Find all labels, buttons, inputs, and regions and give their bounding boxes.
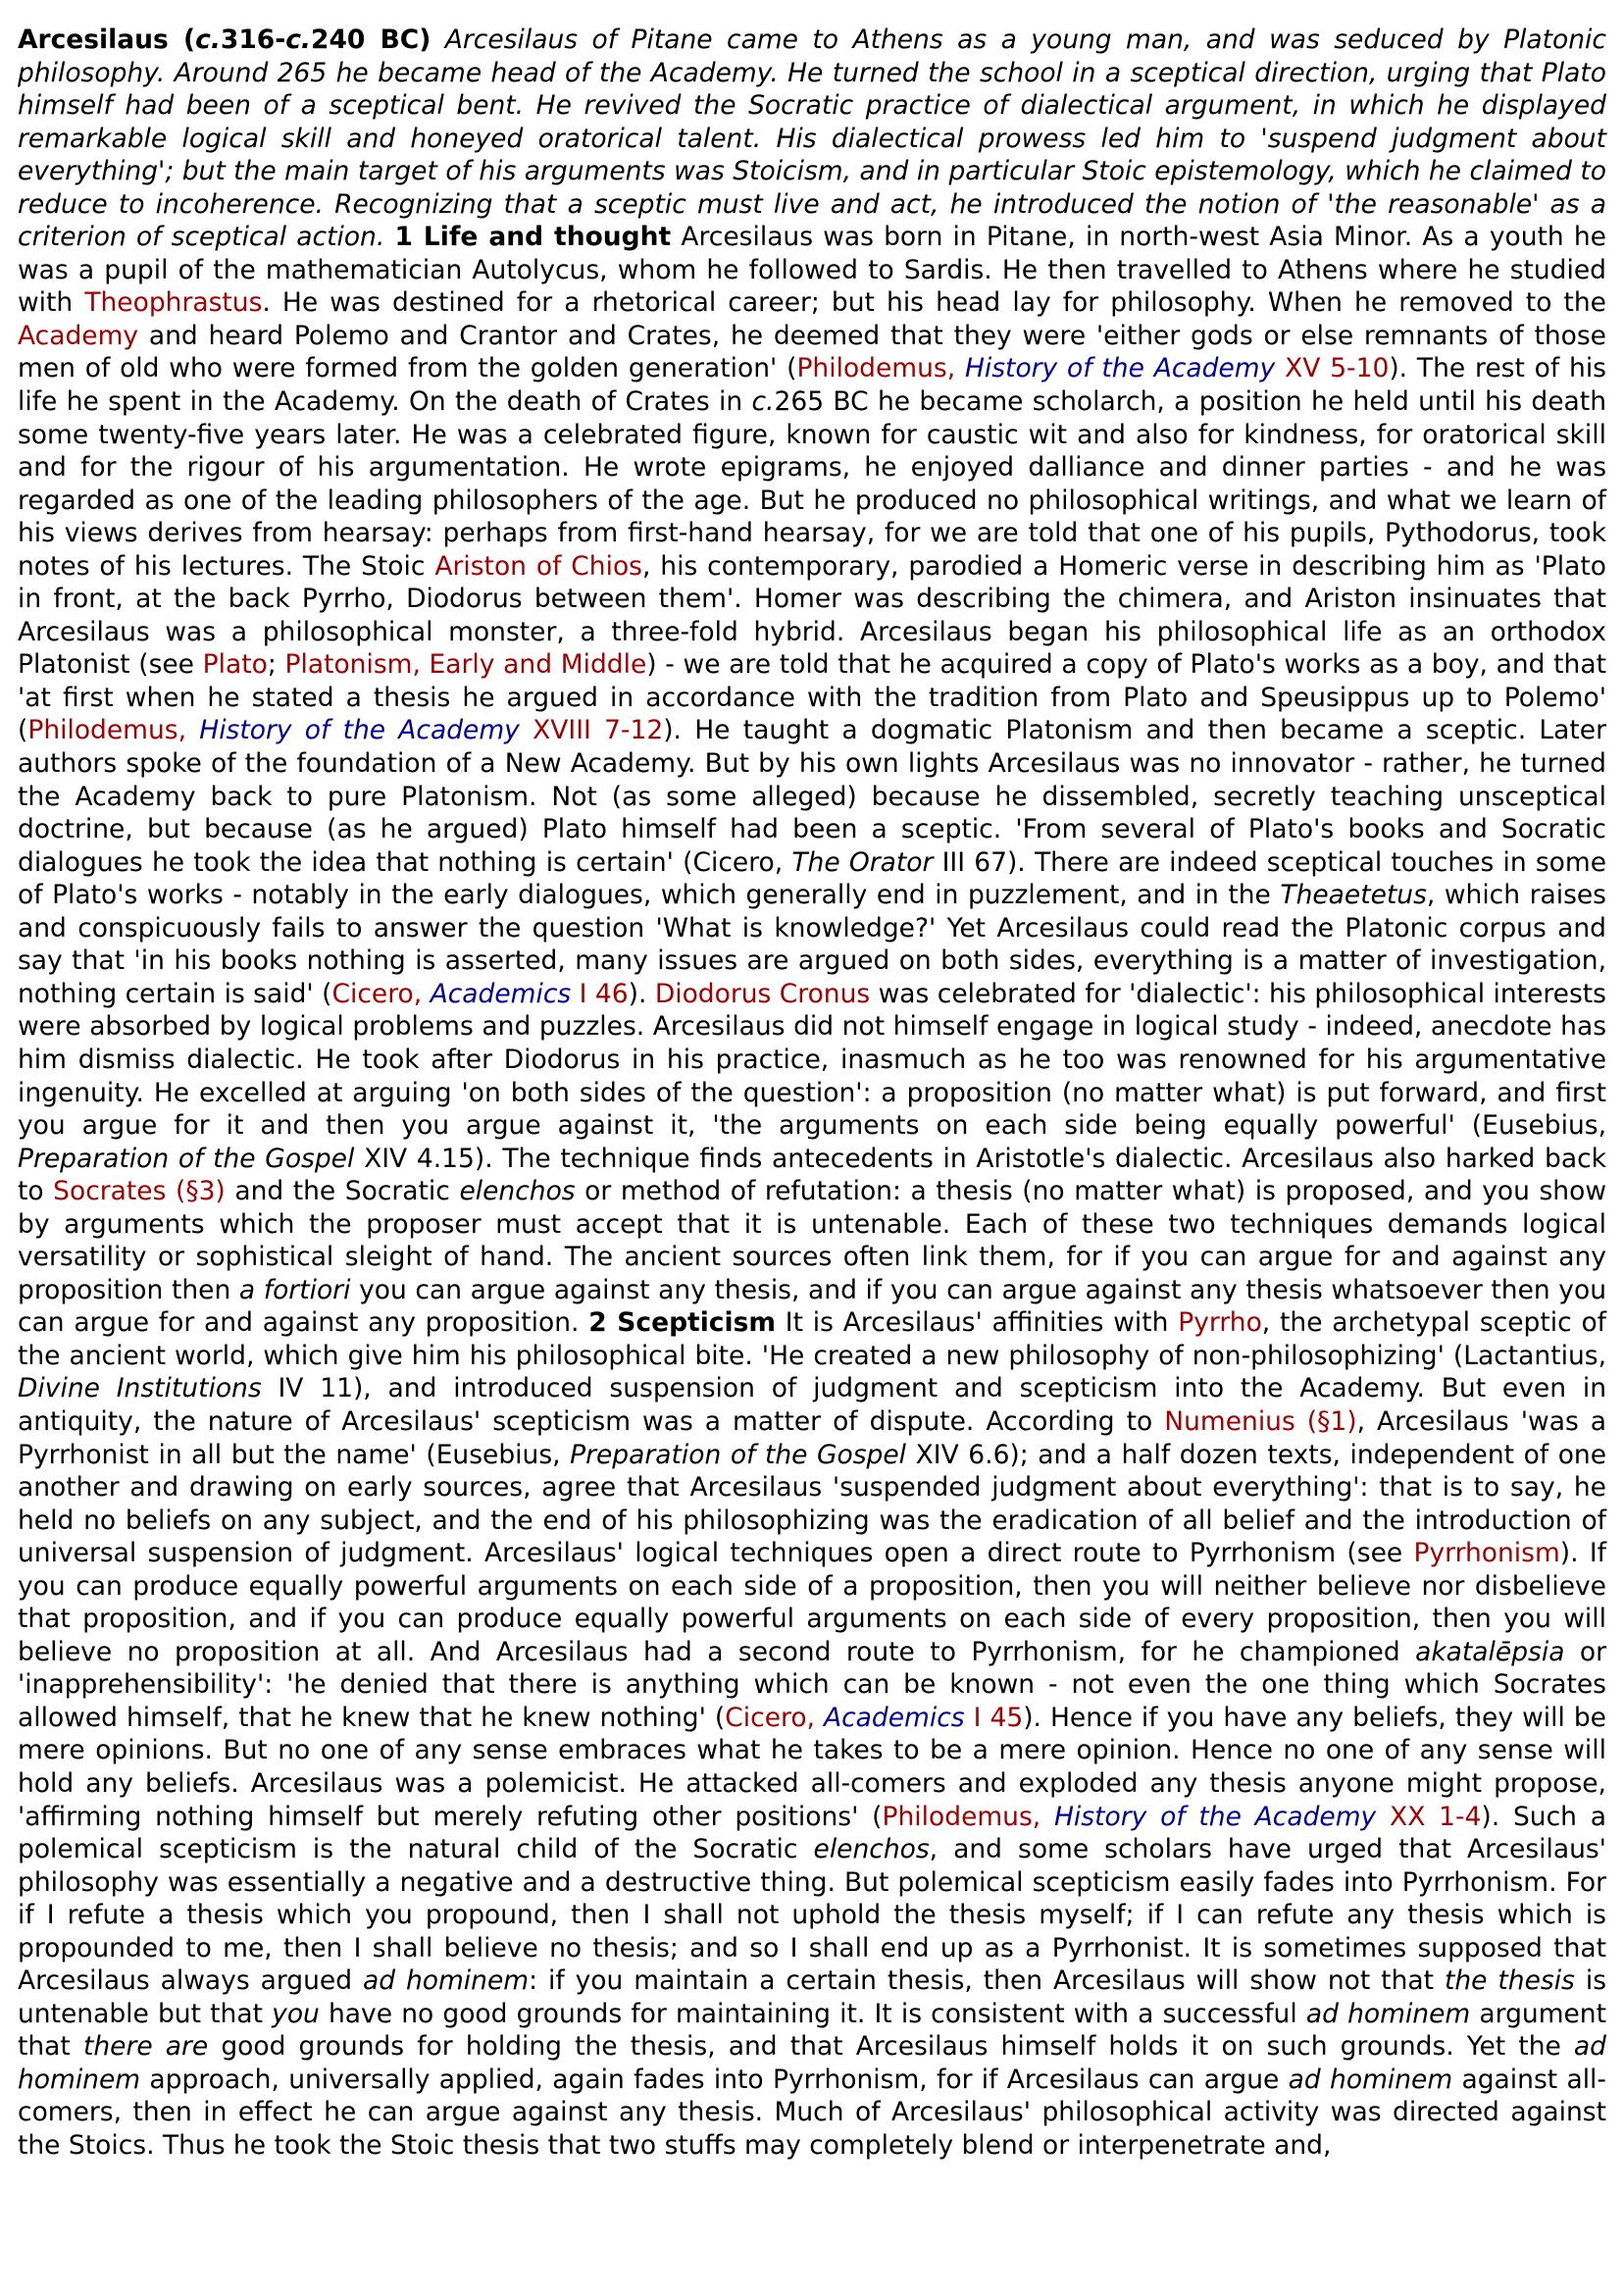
link-label: Cicero, [725, 1702, 824, 1733]
text-run: 265 BC he became scholarch, a position he held until his death some twenty-five years later. He was a celebrated figure, known for caustic wit and also for kindness, for oratorical skill and for the rigour of his argumentation. He wrote epigrams, he enjoyed dalliance and dinner parties - and he was regarded as one of the leading philosophers of the age. But he produced no philosophical writings, and what we learn of his views derives from hearsay: perhaps from first-hand hearsay, for we are told that one of his pupils, Pythodorus, took notes of his lectures. The Stoic [18, 386, 1606, 582]
cross-reference-link[interactable] [331, 979, 628, 1009]
text-run: III 67). There are indeed sceptical touches in some of Plato's works - notably in the early dialogues, which generally end in puzzlement, and in the [18, 846, 1606, 911]
italic-run: akatalēpsia [1415, 1636, 1565, 1667]
text-run: and the Socratic [225, 1176, 460, 1207]
cross-reference-link[interactable] [203, 649, 268, 680]
text-run: : if you maintain a certain thesis, then Arcesilaus will show not that [529, 1965, 1445, 1997]
cross-reference-link[interactable] [284, 649, 646, 680]
italic-run: a fortiori [238, 1274, 351, 1305]
link-label: Socrates (§3) [53, 1176, 226, 1207]
italic-run: the thesis [1444, 1965, 1575, 1997]
link-label: Cicero, [331, 978, 431, 1009]
italic-run: there are [82, 2031, 209, 2063]
text-run: It is Arcesilaus' affinities with [775, 1307, 1179, 1339]
italic-run: Theaetetus [1280, 880, 1427, 911]
link-locus: XVIII 7-12 [519, 715, 664, 746]
text-run: ). Such a polemical scepticism is the natural child of the Socratic [18, 1801, 1606, 1865]
link-locus: I 45 [964, 1702, 1024, 1733]
text-run: , and some scholars have urged that Arcesilaus' philosophy was essentially a negative and a destructive thing. But polemical scepticism easily fades into Pyrrhonism. For if I refute a thesis which you propound, then I shall not uphold the thesis myself; if I can refute any thesis which is propounded to me, then I shall believe no thesis; and so I shall end up as a Pyrrhonist. It is sometimes supposed that Arcesilaus always argued [18, 1834, 1606, 1997]
link-locus: XX 1-4 [1376, 1801, 1482, 1832]
entry-text-flow [18, 222, 1606, 2161]
text-run: approach, universally applied, again fades into Pyrrhonism, for if Arcesilaus can argue [140, 2064, 1289, 2095]
link-label: Ariston of Chios [434, 550, 642, 582]
link-locus: I 46 [571, 978, 629, 1009]
text-run: , the archetypal sceptic of the ancient world, which give him his philosophical bite. 'He created a new philosophy of non-philosophizing' (Lactantius, [18, 1307, 1606, 1371]
cross-reference-link[interactable] [434, 551, 642, 582]
entry-headword [18, 25, 431, 55]
dates-circa-1: c. [195, 25, 221, 55]
text-run: Arcesilaus was born in Pitane, in north-west Asia Minor. As a youth he was a pupil of the mathematician Autolycus, whom he followed to Sardis. He then travelled to Athens where he studied with [18, 222, 1606, 319]
link-locus: XV 5-10 [1275, 353, 1390, 384]
cross-reference-link[interactable] [796, 353, 1389, 383]
section-heading-2 [588, 1307, 776, 1338]
cross-reference-link[interactable] [1178, 1307, 1262, 1338]
dates-end: 240 BC) [311, 25, 431, 55]
text-run: or 'inapprehensibility': 'he denied that there is anything which can be known - not even the one thing which Socrates allowed himself, that he knew that he knew nothing' ( [18, 1636, 1606, 1733]
link-work-title: History of the Academy [964, 353, 1276, 384]
section-number: 1 [394, 222, 413, 253]
italic-run: ad hominem [1288, 2064, 1453, 2095]
link-label: Academy [18, 320, 139, 351]
italic-run: elenchos [813, 1834, 930, 1865]
link-work-title: History of the Academy [199, 715, 520, 746]
cross-reference-link[interactable] [53, 1176, 226, 1206]
text-run: ). Hence if you have any beliefs, they will be mere opinions. But no one of any sense embraces what he takes to be a mere opinion. Hence no one of any sense will hold any beliefs. Arcesilaus was a polemicist. He attacked all-comers and exploded any thesis anyone might propose, 'affirming nothing himself but merely refuting other positions' ( [18, 1702, 1606, 1832]
link-label: Philodemus, [27, 715, 200, 746]
section-number: 2 [588, 1307, 607, 1339]
encyclopedia-entry [18, 24, 1606, 2163]
text-run: . He was destined for a rhetorical career; but his head lay for philosophy. When he removed to the [262, 287, 1606, 319]
cross-reference-link[interactable] [1164, 1406, 1356, 1437]
entry-abstract: Arcesilaus of Pitane came to Athens as a young man, and was seduced by Platonic philosophy. Around 265 he became head of the Academy. He turned the school in a sceptical direction, urging that Plato himself had been of a sceptical bent. He revived the Socratic practice of dialectical argument, in which he displayed remarkable logical skill and honeyed oratorical talent. His dialectical prowess led him to 'suspend judgment about everything'; but the main target of his arguments was Stoicism, and in particular Stoic epistemology, which he claimed to reduce to incoherence. Recognizing that a sceptic must live and act, he introduced the notion of 'the reasonable' as a criterion of sceptical action. [18, 25, 1606, 253]
italic-run: elenchos [459, 1176, 576, 1207]
entry-body [18, 24, 1606, 2163]
text-run: ). He taught a dogmatic Platonism and then became a sceptic. Later authors spoke of the foundation of a New Academy. But by his own lights Arcesilaus was no innovator - rather, he turned the Academy back to pure Platonism. Not (as some alleged) because he dissembled, secretly teaching unsceptical doctrine, but because (as he argued) Plato himself had been a sceptic. 'From several of Plato's books and Socratic dialogues he took the idea that nothing is certain' (Cicero, [18, 715, 1606, 878]
italic-run: ad hominem [362, 1965, 530, 1997]
italic-run: Preparation of the Gospel [18, 1143, 355, 1174]
text-run: or method of refutation: a thesis (no matter what) is proposed, and you show by arguments which the proposer must accept that it is untenable. Each of these two techniques demands logical versatility or sophistical sleight of hand. The ancient sources often link them, for if you can argue for and against any proposition then [18, 1176, 1606, 1305]
section-title: Life and thought [423, 222, 672, 253]
link-work-title: Academics [430, 978, 572, 1009]
dates-circa-2: c. [285, 25, 311, 55]
text-run: XIV 4.15). The technique finds antecedents in Aristotle's dialectic. Arcesilaus also harked back to [18, 1143, 1606, 1207]
text-run: ). [628, 978, 655, 1009]
cross-reference-link[interactable] [27, 715, 663, 745]
text-run: good grounds for holding the thesis, and that Arcesilaus himself holds it on such grounds. Yet the [208, 2031, 1574, 2063]
text-run: , which raises and conspicuously fails to answer the question 'What is knowledge?' Yet Arcesilaus could read the Platonic corpus and say that 'in his books nothing is asserted, many issues are argued on both sides, everything is a matter of investigation, nothing certain is said' ( [18, 880, 1606, 1009]
link-label: Diodorus Cronus [654, 978, 871, 1009]
text-run: have no good grounds for maintaining it. It is consistent with a successful [319, 1998, 1306, 2029]
text-run: is untenable but that [18, 1965, 1606, 2029]
text-run: ) - we are told that he acquired a copy of Plato's works as a boy, and that 'at first when he stated a thesis he argued in accordance with the tradition from Plato and Speusippus up to Polemo' ( [18, 649, 1606, 746]
cross-reference-link[interactable] [655, 979, 870, 1009]
text-run: against all-comers, then in effect he can argue against any thesis. Much of Arcesilaus' philosophical activity was directed against the Stoics. Thus he took the Stoic thesis that two stuffs may completely blend or interpenetrate and, [18, 2064, 1606, 2161]
italic-run: Divine Institutions [18, 1373, 262, 1404]
cross-reference-link[interactable] [725, 1703, 1023, 1733]
link-label: Numenius (§1) [1164, 1405, 1357, 1437]
text-run: was celebrated for 'dialectic': his philosophical interests were absorbed by logical problems and puzzles. Arcesilaus did not himself engage in logical study - indeed, anecdote has him dismiss dialectic. He took after Diodorus in his practice, inasmuch as he too was renowned for his argumentative ingenuity. He excelled at arguing 'on both sides of the question': a proposition (no matter what) is put forward, and first you argue for it and then you argue against it, 'the arguments on each side being equally powerful' (Eusebius, [18, 978, 1606, 1142]
link-work-title: History of the Academy [1054, 1801, 1377, 1832]
link-work-title: Academics [823, 1702, 965, 1733]
text-run: and heard Polemo and Crantor and Crates, he deemed that they were 'either gods or else remnants of those men of old who were formed from the golden generation' ( [18, 320, 1606, 384]
italic-run: The Orator [791, 846, 934, 878]
link-label: Philodemus, [882, 1801, 1054, 1832]
italic-run: ad hominem [1305, 1998, 1471, 2029]
cross-reference-link[interactable] [84, 287, 262, 318]
text-run: you can argue against any thesis, and if you can argue against any thesis whatsoever then you can argue for and against any proposition. [18, 1274, 1606, 1339]
link-label: Theophrastus [84, 287, 263, 319]
link-label: Philodemus, [796, 353, 965, 384]
text-run: ). If you can produce equally powerful arguments on each side of a proposition, then you will neither believe nor disbelieve that proposition, and if you can produce equally powerful arguments on each side of every proposition, then you will believe no proposition at all. And Arcesilaus had a second route to Pyrrhonism, for he championed [18, 1538, 1606, 1667]
italic-run: you [272, 1998, 320, 2029]
link-label: Platonism, Early and Middle [284, 649, 647, 681]
text-run: ; [267, 649, 285, 681]
cross-reference-link[interactable] [1413, 1538, 1559, 1568]
text-run: argument that [18, 1998, 1606, 2063]
link-label: Pyrrhonism [1413, 1538, 1560, 1569]
section-title: Scepticism [617, 1307, 776, 1339]
text-run: ). The rest of his life he spent in the Academy. On the death of Crates in [18, 353, 1606, 418]
text-run: XIV 6.6); and a half dozen texts, independent of one another and drawing on early sources, agree that Arcesilaus 'suspended judgment about everything': that is to say, he held no beliefs on any subject, and the end of his philosophizing was the eradication of all belief and the introduction of universal suspension of judgment. Arcesilaus' logical techniques open a direct route to Pyrrhonism (see [18, 1439, 1607, 1569]
cross-reference-link[interactable] [883, 1802, 1482, 1832]
section-heading-1 [394, 222, 671, 252]
headword: Arcesilaus [18, 25, 169, 55]
dates-open: ( [168, 25, 196, 55]
text-run: , Arcesilaus 'was a Pyrrhonist in all but the name' (Eusebius, [18, 1405, 1607, 1470]
text-run: , his contemporary, parodied a Homeric verse in describing him as 'Plato in front, at the back Pyrrho, Diodorus between them'. Homer was describing the chimera, and Ariston insinuates that Arcesilaus was a philosophical monster, a three-fold hybrid. Arcesilaus began his philosophical life as an orthodox Platonist (see [18, 550, 1606, 681]
link-label: Plato [202, 649, 268, 681]
italic-run: ad hominem [18, 2031, 1606, 2095]
cross-reference-link[interactable] [18, 321, 138, 351]
italic-run: Preparation of the Gospel [570, 1439, 907, 1470]
text-run: IV 11), and introduced suspension of judgment and scepticism into the Academy. But even in antiquity, the nature of Arcesilaus' scepticism was a matter of dispute. According to [18, 1373, 1606, 1437]
dates-mid: 316- [220, 25, 286, 55]
link-label: Pyrrho [1178, 1307, 1262, 1339]
italic-run: c. [751, 386, 775, 418]
